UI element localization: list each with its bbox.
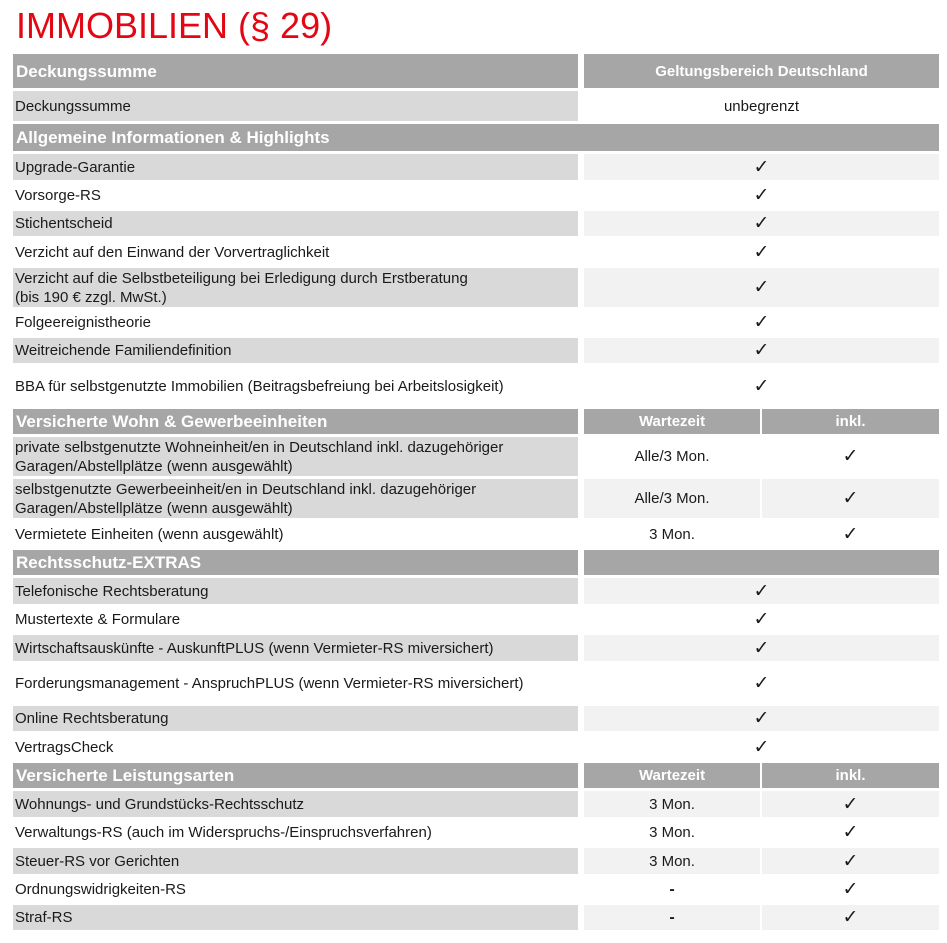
check-icon: ✓ [584, 366, 939, 406]
coverage-table [13, 54, 939, 933]
table-row [13, 338, 939, 366]
table-row [13, 268, 939, 310]
section-header-deckungssumme [13, 54, 939, 91]
row-label: Verwaltungs-RS (auch im Widerspruchs-/Einspruchsverfahren) [13, 820, 578, 845]
check-icon: ✓ [584, 706, 939, 731]
table-row [13, 905, 939, 933]
row-label: Telefonische Rechtsberatung [13, 578, 578, 604]
table-row [13, 706, 939, 734]
row-label-line: selbstgenutzte Gewerbeeinheit/en in Deutschland inkl. dazugehöriger [15, 480, 477, 498]
waiting-period: Alle/3 Mon. [584, 479, 760, 518]
row-label: Vermietete Einheiten (wenn ausgewählt) [13, 521, 578, 547]
column-header-wartezeit: Wartezeit [584, 763, 760, 788]
row-value: unbegrenzt [584, 91, 939, 121]
table-row [13, 154, 939, 183]
section-title: Versicherte Leistungsarten [13, 763, 578, 788]
check-icon: ✓ [584, 183, 939, 208]
check-icon: ✓ [762, 437, 939, 476]
row-label: Wirtschaftsauskünfte - AuskunftPLUS (wenn Vermieter-RS miversichert) [13, 635, 578, 661]
section-title: Versicherte Wohn & Gewerbeeinheiten [13, 409, 578, 434]
row-label [13, 437, 578, 476]
table-row [13, 366, 939, 409]
row-label: BBA für selbstgenutzte Immobilien (Beitragsbefreiung bei Arbeitslosigkeit) [13, 366, 578, 406]
row-label-line: private selbstgenutzte Wohneinheit/en in Deutschland inkl. dazugehöriger [15, 438, 504, 456]
row-label-line: Garagen/Abstellplätze (wenn ausgewählt) [15, 457, 293, 475]
row-label-line: Garagen/Abstellplätze (wenn ausgewählt) [15, 499, 293, 517]
waiting-period: 3 Mon. [584, 848, 760, 874]
row-label-line: (bis 190 € zzgl. MwSt.) [15, 288, 167, 306]
section-title: Allgemeine Informationen & Highlights [13, 124, 939, 151]
column-header-scope: Geltungsbereich Deutschland [584, 54, 939, 88]
check-icon: ✓ [762, 905, 939, 930]
row-label: Vorsorge-RS [13, 183, 578, 208]
row-label: Forderungsmanagement - AnspruchPLUS (wenn Vermieter-RS miversichert) [13, 664, 578, 703]
section-header-extras [13, 550, 939, 578]
section-header-leistungsarten [13, 763, 939, 791]
waiting-period: - [584, 905, 760, 930]
column-header-inkl: inkl. [762, 763, 939, 788]
table-row [13, 664, 939, 706]
waiting-period: Alle/3 Mon. [584, 437, 760, 476]
row-label: Online Rechtsberatung [13, 706, 578, 731]
check-icon: ✓ [762, 479, 939, 518]
check-icon: ✓ [762, 791, 939, 817]
check-icon: ✓ [762, 848, 939, 874]
section-title: Rechtsschutz-EXTRAS [13, 550, 578, 575]
row-label: Steuer-RS vor Gerichten [13, 848, 578, 874]
page-title: IMMOBILIEN (§ 29) [16, 5, 333, 46]
waiting-period: 3 Mon. [584, 791, 760, 817]
column-header-inkl: inkl. [762, 409, 939, 434]
column-header-empty [584, 550, 939, 575]
check-icon: ✓ [584, 338, 939, 363]
row-label: Folgeereignistheorie [13, 310, 578, 335]
row-label [13, 479, 578, 518]
check-icon: ✓ [762, 521, 939, 547]
row-label: VertragsCheck [13, 734, 578, 760]
table-row [13, 437, 939, 479]
row-label: Verzicht auf den Einwand der Vorvertraglichkeit [13, 239, 578, 265]
section-header-allgemein [13, 124, 939, 154]
table-row [13, 91, 939, 124]
check-icon: ✓ [584, 664, 939, 703]
table-row [13, 578, 939, 607]
table-row [13, 820, 939, 848]
table-row [13, 848, 939, 877]
row-label: Stichentscheid [13, 211, 578, 236]
table-row [13, 734, 939, 763]
table-row [13, 310, 939, 338]
row-label: Mustertexte & Formulare [13, 607, 578, 632]
check-icon: ✓ [584, 310, 939, 335]
table-row [13, 479, 939, 521]
table-row [13, 877, 939, 905]
table-row [13, 183, 939, 211]
check-icon: ✓ [584, 578, 939, 604]
waiting-period: 3 Mon. [584, 820, 760, 845]
row-label: Straf-RS [13, 905, 578, 930]
row-label: Deckungssumme [13, 91, 578, 121]
check-icon: ✓ [584, 734, 939, 760]
table-row [13, 521, 939, 550]
table-row [13, 239, 939, 268]
row-label: Weitreichende Familiendefinition [13, 338, 578, 363]
table-row [13, 635, 939, 664]
table-row [13, 211, 939, 239]
check-icon: ✓ [584, 239, 939, 265]
waiting-period: 3 Mon. [584, 521, 760, 547]
row-label: Wohnungs- und Grundstücks-Rechtsschutz [13, 791, 578, 817]
row-label: Upgrade-Garantie [13, 154, 578, 180]
check-icon: ✓ [584, 211, 939, 236]
waiting-period: - [584, 877, 760, 902]
check-icon: ✓ [584, 635, 939, 661]
section-title: Deckungssumme [13, 54, 578, 88]
row-label: Ordnungswidrigkeiten-RS [13, 877, 578, 902]
row-label-line: Verzicht auf die Selbstbeteiligung bei Erledigung durch Erstberatung [15, 269, 468, 287]
table-row [13, 607, 939, 635]
check-icon: ✓ [762, 877, 939, 902]
check-icon: ✓ [584, 154, 939, 180]
column-header-wartezeit: Wartezeit [584, 409, 760, 434]
check-icon: ✓ [762, 820, 939, 845]
table-row [13, 791, 939, 820]
row-label [13, 268, 578, 307]
check-icon: ✓ [584, 607, 939, 632]
section-header-wohn [13, 409, 939, 437]
check-icon: ✓ [584, 268, 939, 307]
